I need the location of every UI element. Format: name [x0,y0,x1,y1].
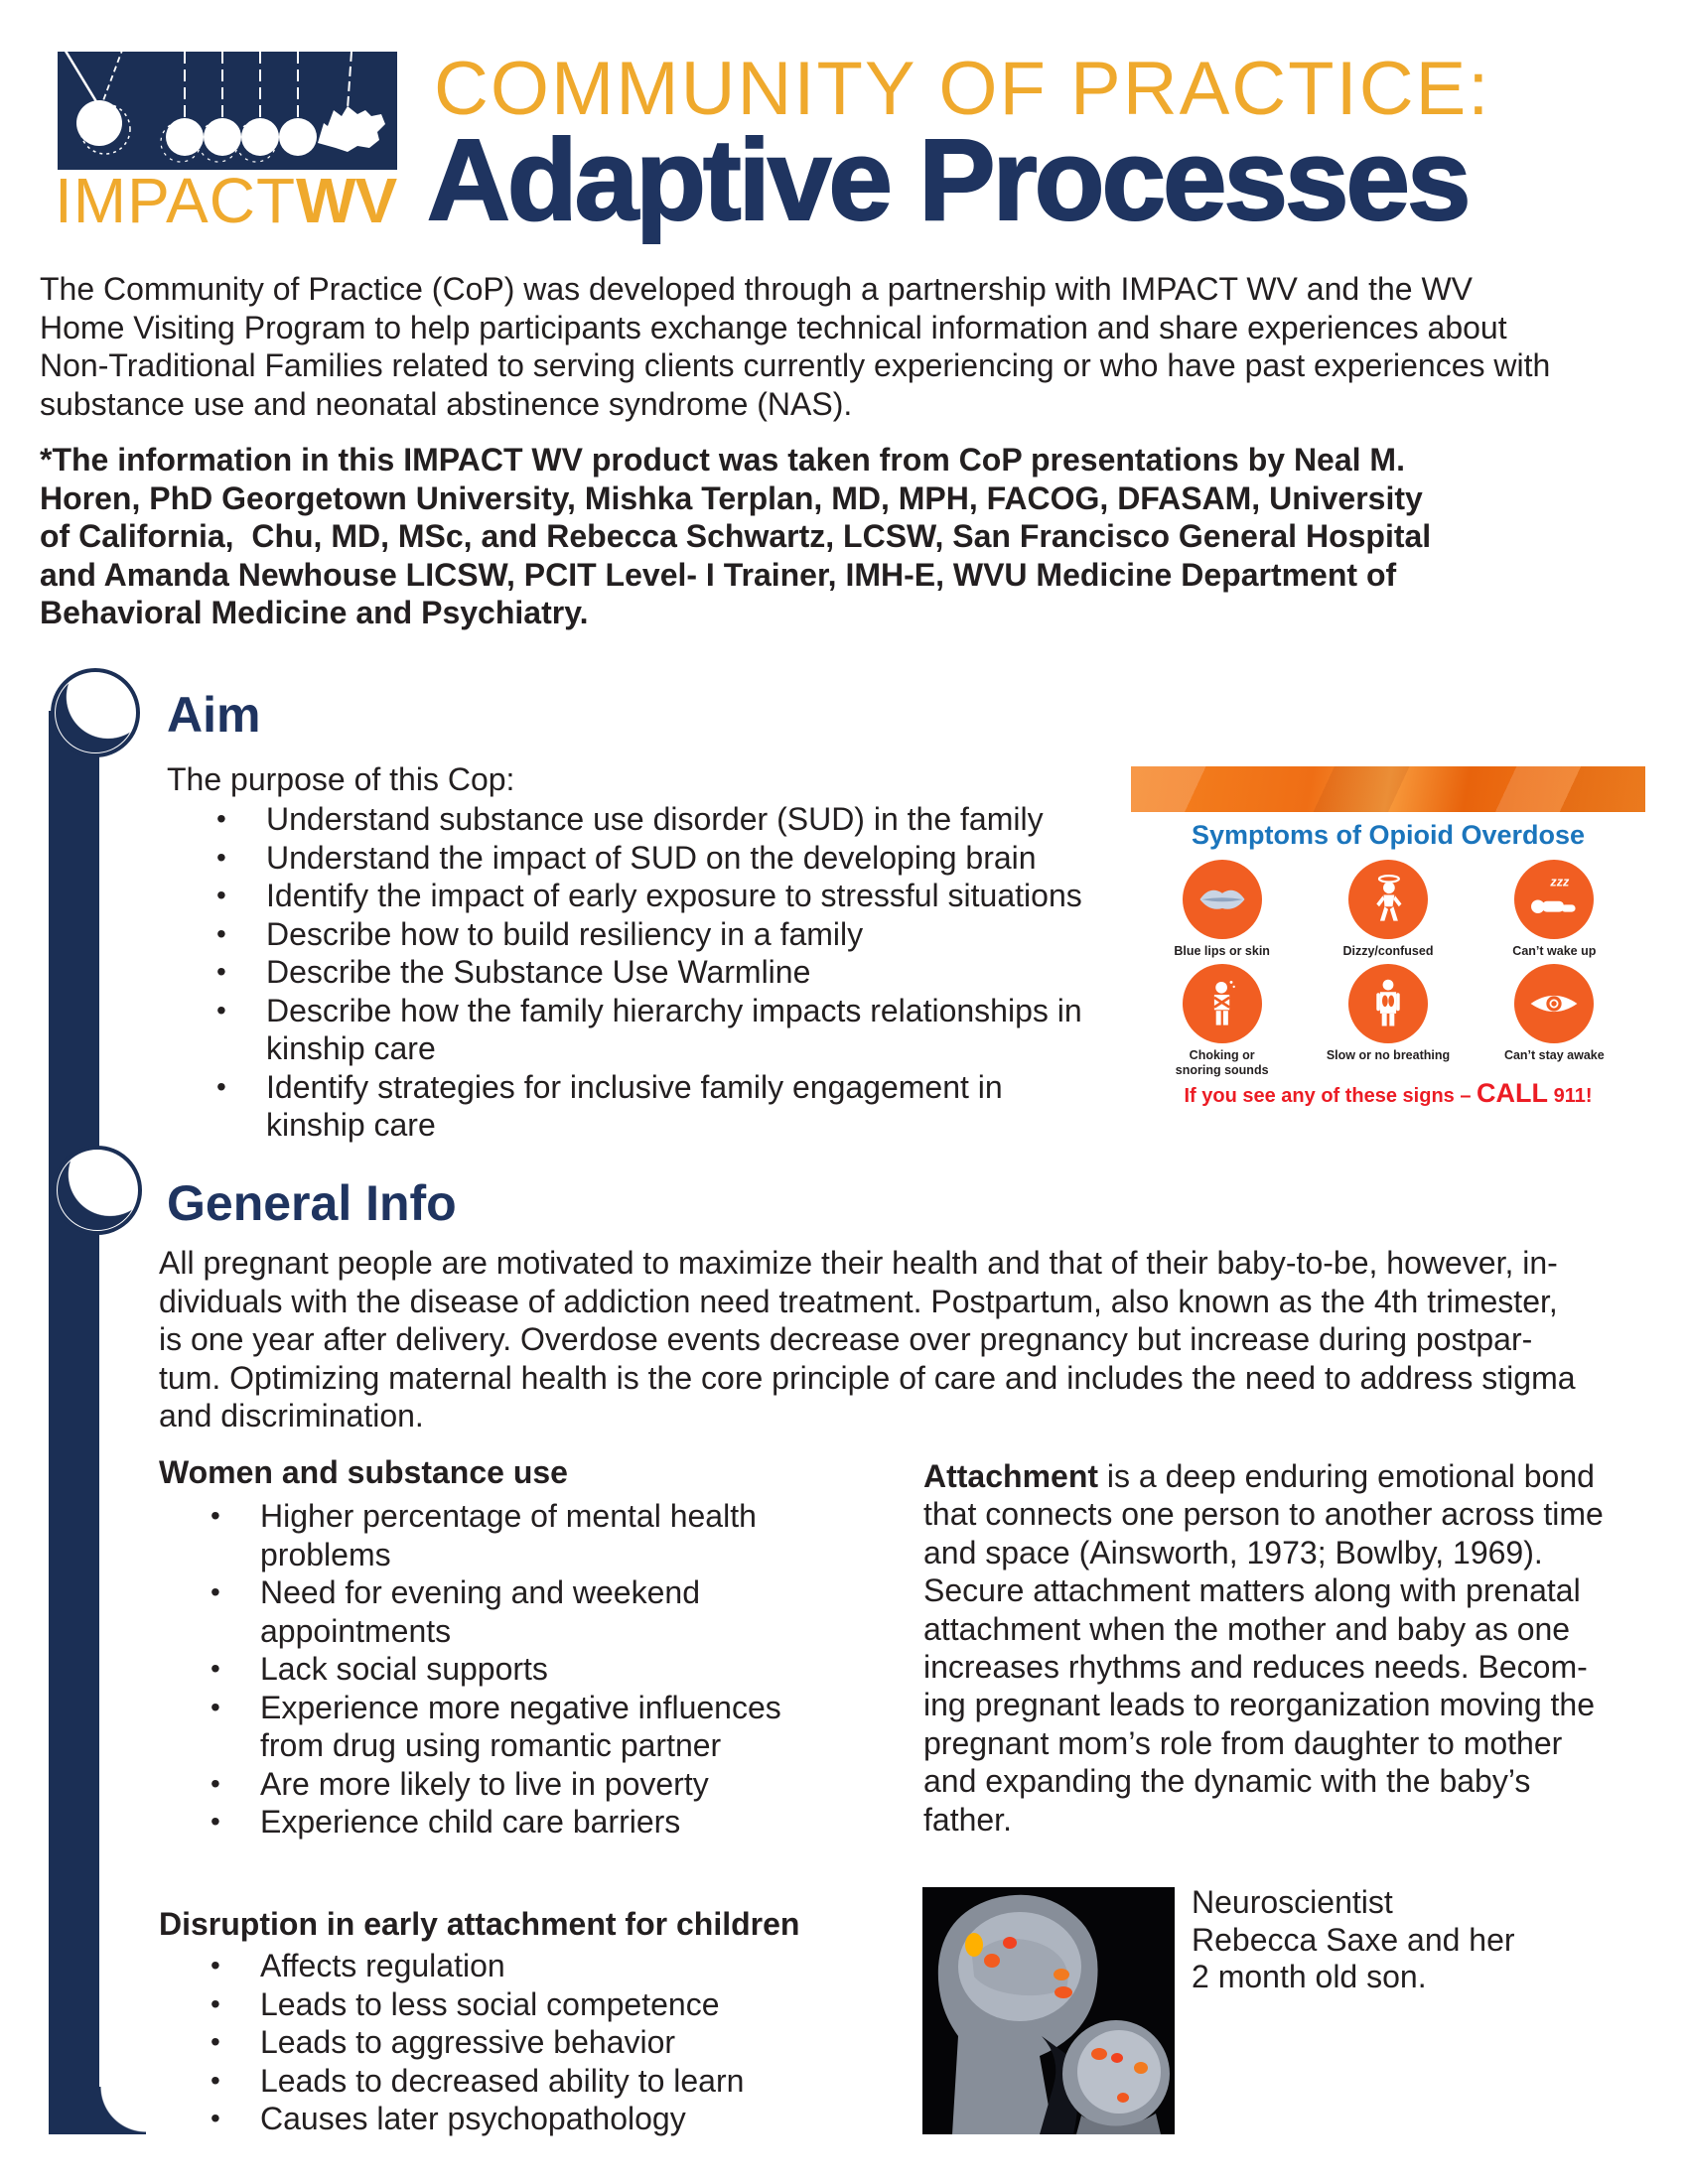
symptom-cell [1504,964,1605,1078]
attachment-line: Secure attachment matters along with prenatal [923,1572,1581,1609]
bullet-icon: • [211,1691,220,1722]
bullet-icon: • [211,2026,220,2057]
dizzy-confused-icon [1348,860,1428,939]
bullet-text: Describe how to build resiliency in a family [266,915,864,952]
bullet-icon: • [211,1653,220,1684]
general-info-paragraph [159,1244,1576,1435]
bullet-icon: • [216,956,226,987]
opioid-overdose-infographic [1131,766,1645,1110]
symptom-cell [1327,964,1450,1078]
bullet-text: Leads to decreased ability to learn [260,2062,745,2099]
page-title: Adaptive Processes [427,115,1469,244]
bullet-text: Causes later psychopathology [260,2101,686,2136]
general-line: tum. Optimizing maternal health is the core principle of care and includes the need to address stigma [159,1359,1576,1396]
bullet-icon: • [216,994,226,1025]
disruption-bullet-list [211,1947,744,2138]
call-text: CALL [1477,1078,1549,1108]
bullet-text: Understand the impact of SUD on the developing brain [266,839,1037,876]
call-911-warning: If you see any of these signs – CALL 911! [1184,1078,1593,1108]
caption-line: Rebecca Saxe and her [1192,1921,1515,1958]
list-item [216,953,1082,992]
attachment-line: and space (Ainsworth, 1973; Bowlby, 1969). [923,1534,1543,1570]
symptom-cell [1174,860,1270,959]
cant-stay-awake-icon [1514,964,1594,1043]
bullet-text: Experience child care barriers [260,1804,681,1840]
infographic-row [1139,964,1637,1078]
disclaimer-line: *The information in this IMPACT WV product was taken from CoP presentations by Neal M. [40,442,1405,478]
bullet-text: Higher percentage of mental health [260,1498,757,1534]
attachment-line: and expanding the dynamic with the baby’s [923,1763,1531,1800]
logo-wordmark [55,165,397,236]
pendulum-ball-icon [53,1146,142,1235]
general-line: is one year after delivery. Overdose events decrease over pregnancy but increase during postpar- [159,1321,1533,1358]
choking-icon [1183,964,1262,1043]
symptom-label: Dizzy/confused [1342,944,1434,958]
bullet-text: problems [260,1536,391,1572]
impact-wv-logo [58,52,397,170]
disclaimer-paragraph [40,441,1431,632]
slow-breathing-icon [1348,964,1428,1043]
general-line: All pregnant people are motivated to maximize their health and that of their baby-to-be, however, in- [159,1245,1558,1281]
logo-impact: IMPACT [55,165,297,236]
bullet-text: Describe the Substance Use Warmline [266,954,811,990]
aim-section-heading: Aim [167,687,261,743]
bullet-icon: • [216,917,226,949]
bullet-icon: • [216,841,226,873]
disclaimer-line: of California, Chu, MD, MSc, and Rebecca Schwartz, LCSW, San Francisco General Hospital [40,518,1432,555]
disclaimer-line: and Amanda Newhouse LICSW, PCIT Level- I Trainer, IMH-E, WVU Medicine Department of [40,556,1397,593]
bullet-text: Need for evening and weekend [260,1574,700,1610]
bullet-text: from drug using romantic partner [260,1727,722,1763]
intro-line: substance use and neonatal abstinence syndrome (NAS). [40,385,853,422]
bullet-icon: • [211,1576,220,1607]
attachment-line: father. [923,1801,1012,1838]
pendulum-ball-icon [51,668,140,757]
symptom-cell [1176,964,1269,1078]
symptom-cell [1512,860,1596,959]
attachment-bold-word: Attachment [923,1458,1099,1494]
bullet-text: Are more likely to live in poverty [260,1765,709,1802]
lips-icon [1183,860,1262,939]
symptom-label: Slow or no breathing [1326,1048,1451,1062]
bullet-text: Affects regulation [260,1948,505,1983]
intro-line: Home Visiting Program to help participants exchange technical information and share experiences about [40,309,1507,345]
list-item [211,1573,781,1650]
attachment-line: Attachment is a deep enduring emotional bond [923,1458,1595,1494]
women-bullet-list [211,1497,781,1842]
aim-bullet-list [216,800,1082,1145]
bullet-text: Lack social supports [260,1651,548,1687]
bullet-icon: • [211,1806,220,1837]
general-line: dividuals with the disease of addiction need treatment. Postpartum, also known as the 4th trimester, [159,1283,1558,1319]
list-item [216,839,1082,878]
list-item [211,1803,781,1842]
infographic-row [1139,860,1637,959]
aim-lead-text: The purpose of this Cop: [167,761,515,797]
general-line: and discrimination. [159,1398,424,1434]
list-item [211,2100,744,2138]
list-item [211,1985,744,2024]
list-item [216,800,1082,839]
list-item [216,992,1082,1068]
bullet-icon: • [216,803,226,834]
bullet-text: Describe how the family hierarchy impacts relationships in [266,992,1082,1028]
bullet-text: kinship care [266,1030,436,1066]
general-info-heading: General Info [167,1175,457,1231]
symptom-label: Can’t stay awake [1503,1048,1605,1062]
bullet-icon: • [211,2064,220,2096]
attachment-line: ing pregnant leads to reorganization moving the [923,1687,1595,1723]
bullet-icon: • [211,1500,220,1531]
list-item [211,1689,781,1765]
bullet-icon: • [216,1070,226,1102]
bullet-text: appointments [260,1612,452,1649]
list-item [211,1650,781,1689]
list-item [211,2023,744,2062]
infographic-banner [1131,766,1645,812]
intro-line: Non-Traditional Families related to serving clients currently experiencing or who have past experiences with [40,347,1551,383]
bullet-text: Leads to aggressive behavior [260,2024,676,2060]
intro-paragraph [40,270,1550,423]
figure-caption [1192,1884,1515,1996]
bullet-icon: • [211,1987,220,2019]
logo-wv: WV [296,165,397,236]
kicker-title: COMMUNITY OF PRACTICE: [434,47,1491,131]
attachment-paragraph [923,1457,1604,1839]
bullet-icon: • [211,1767,220,1799]
symptom-label: Choking or snoring sounds [1175,1048,1269,1077]
bullet-text: Understand substance use disorder (SUD) in the family [266,801,1044,837]
list-item [211,1497,781,1573]
bullet-text: Leads to less social competence [260,1985,720,2022]
attachment-line: that connects one person to another across time [923,1496,1604,1533]
cant-wake-up-icon [1514,860,1594,939]
infographic-title: Symptoms of Opioid Overdose [1191,820,1586,850]
bullet-icon: • [211,2103,220,2133]
section-rail-foot [99,2087,146,2134]
bullet-text: Experience more negative influences [260,1689,781,1725]
svg-text:zzz: zzz [1550,875,1570,889]
disclaimer-line: Behavioral Medicine and Psychiatry. [40,595,589,631]
bullet-text: kinship care [266,1107,436,1143]
list-item [216,877,1082,915]
symptom-cell [1342,860,1433,959]
attachment-line: attachment when the mother and baby as one [923,1610,1571,1647]
attachment-line: increases rhythms and reduces needs. Becom- [923,1649,1588,1686]
women-substance-heading: Women and substance use [159,1454,568,1490]
list-item [216,1068,1082,1145]
intro-line: The Community of Practice (CoP) was developed through a partnership with IMPACT WV and the WV [40,271,1473,307]
section-rail [49,711,99,2134]
bullet-text: Identify the impact of early exposure to stressful situations [266,878,1082,913]
list-item [211,1765,781,1804]
disclaimer-line: Horen, PhD Georgetown University, Mishka Terplan, MD, MPH, FACOG, DFASAM, University [40,479,1423,516]
symptom-label: Can’t wake up [1512,944,1597,958]
list-item [216,915,1082,954]
symptom-label: Blue lips or skin [1174,944,1270,958]
disruption-heading: Disruption in early attachment for children [159,1906,800,1942]
newtons-cradle-icon [58,52,397,170]
caption-line: 2 month old son. [1192,1959,1427,1994]
attachment-line: pregnant mom’s role from daughter to mother [923,1724,1563,1761]
bullet-text: Identify strategies for inclusive family engagement in [266,1068,1003,1105]
mri-mother-baby-image [922,1887,1175,2134]
bullet-icon: • [211,1950,220,1980]
caption-line: Neuroscientist [1192,1884,1393,1920]
list-item [211,2062,744,2101]
bullet-icon: • [216,880,226,910]
list-item [211,1947,744,1985]
